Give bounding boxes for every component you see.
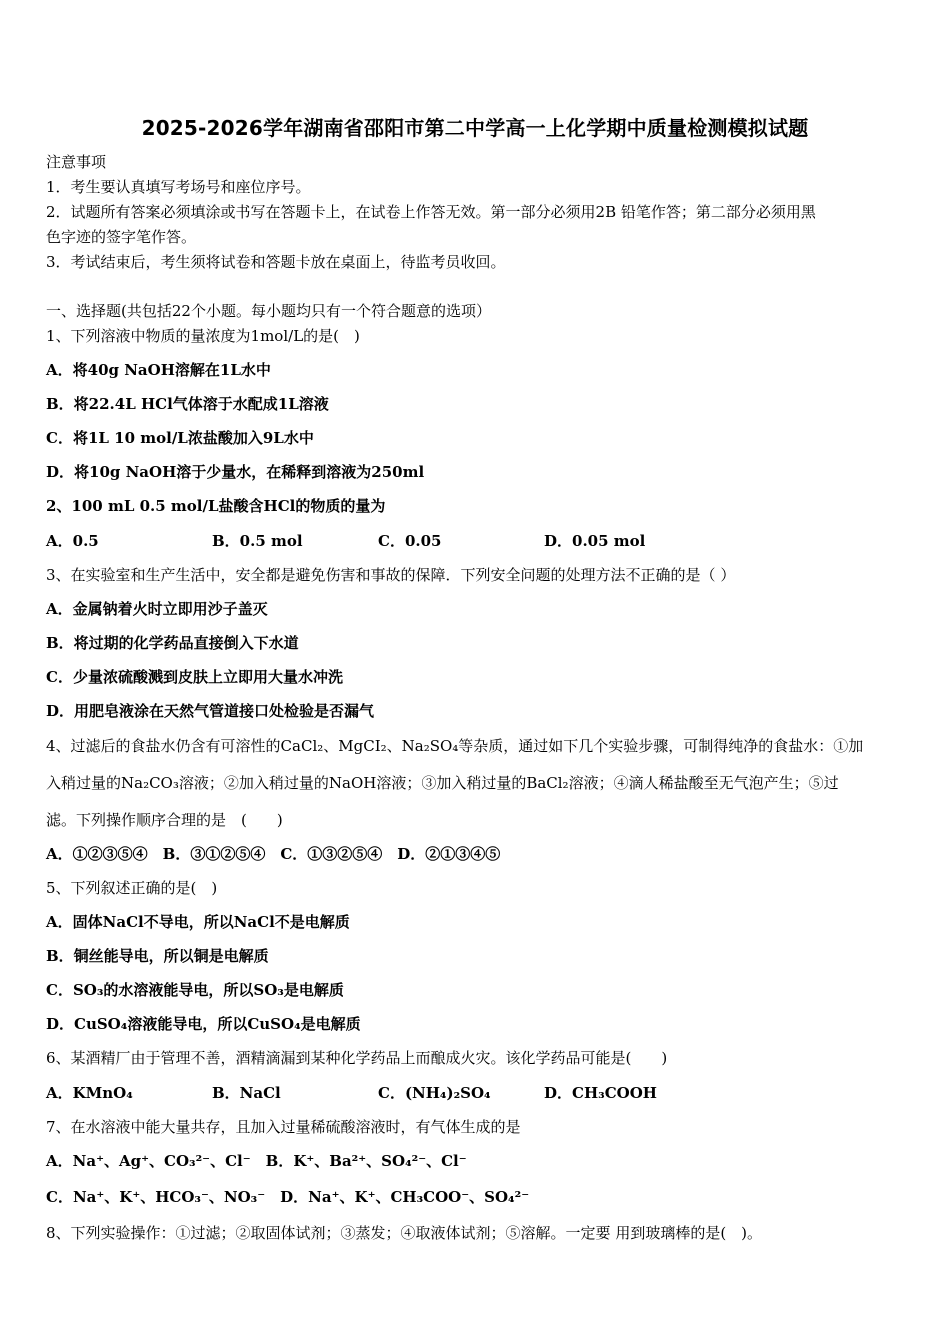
- q6-options: [46, 1083, 906, 1103]
- q2-option-b: B．0.5 mol: [212, 532, 303, 550]
- q6-stem: 6、某酒精厂由于管理不善，酒精滴漏到某种化学药品上而酿成火灾。该化学药品可能是( ): [46, 1049, 668, 1067]
- q3-option-a: A．金属钠着火时立即用沙子盖灭: [46, 600, 268, 618]
- q6-option-a: A．KMnO₄: [46, 1084, 133, 1102]
- q2-option-c: C．0.05: [378, 532, 442, 550]
- notice-item-1: 1．考生要认真填写考场号和座位序号。: [46, 178, 311, 196]
- q5-option-c: C．SO₃的水溶液能导电，所以SO₃是电解质: [46, 981, 344, 999]
- q5-option-a: A．固体NaCl不导电，所以NaCl不是电解质: [46, 913, 350, 931]
- notice-item-2-cont: 色字迹的签字笔作答。: [46, 228, 197, 246]
- notice-item-3: 3．考试结束后，考生须将试卷和答题卡放在桌面上，待监考员收回。: [46, 253, 506, 271]
- q2-stem: 2、100 mL 0.5 mol/L盐酸含HCl的物质的量为: [46, 497, 386, 515]
- q1-option-a: A．将40g NaOH溶解在1L水中: [46, 361, 271, 379]
- q7-options-ab: A．Na⁺、Ag⁺、CO₃²⁻、Cl⁻ B．K⁺、Ba²⁺、SO₄²⁻、Cl⁻: [46, 1152, 467, 1170]
- q2-option-a: A．0.5: [46, 532, 99, 550]
- q6-option-d: D．CH₃COOH: [544, 1084, 657, 1102]
- section-heading: 一、选择题(共包括22个小题。每小题均只有一个符合题意的选项）: [46, 302, 491, 320]
- q2-option-d: D．0.05 mol: [544, 532, 646, 550]
- q6-option-c: C．(NH₄)₂SO₄: [378, 1084, 491, 1102]
- q8-stem: 8、下列实验操作：①过滤；②取固体试剂；③蒸发；④取液体试剂；⑤溶解。一定要 用到玻璃棒的是( )。: [46, 1224, 763, 1242]
- q1-option-c: C．将1L 10 mol/L浓盐酸加入9L水中: [46, 429, 314, 447]
- q1-stem: 1、下列溶液中物质的量浓度为1mol/L的是( ): [46, 327, 360, 345]
- q4-stem-line-2: 入稍过量的Na₂CO₃溶液；②加入稍过量的NaOH溶液；③加入稍过量的BaCl₂溶液；④滴人稀盐酸至无气泡产生；⑤过: [46, 774, 839, 792]
- page-title: 2025-2026学年湖南省邵阳市第二中学高一上化学期中质量检测模拟试题: [141, 116, 809, 140]
- q3-stem: 3、在实验室和生产生活中，安全都是避免伤害和事故的保障．下列安全问题的处理方法不正确的是（ ）: [46, 566, 736, 584]
- q7-stem: 7、在水溶液中能大量共存，且加入过量稀硫酸溶液时，有气体生成的是: [46, 1118, 521, 1136]
- q4-options: A．①②③⑤④ B．③①②⑤④ C．①③②⑤④ D．②①③④⑤: [46, 845, 501, 863]
- q4-stem-line-3: 滤。下列操作顺序合理的是 ( ): [46, 811, 283, 829]
- q3-option-b: B．将过期的化学药品直接倒入下水道: [46, 634, 299, 652]
- notice-heading: 注意事项: [46, 153, 107, 171]
- q6-option-b: B．NaCl: [212, 1084, 281, 1102]
- notice-item-2: 2．试题所有答案必须填涂或书写在答题卡上，在试卷上作答无效。第一部分必须用2B 铅笔作答；第二部分必须用黑: [46, 203, 816, 221]
- q5-option-b: B．铜丝能导电，所以铜是电解质: [46, 947, 269, 965]
- q5-option-d: D．CuSO₄溶液能导电，所以CuSO₄是电解质: [46, 1015, 361, 1033]
- q4-stem-line-1: 4、过滤后的食盐水仍含有可溶性的CaCl₂、MgCI₂、Na₂SO₄等杂质，通过如下几个实验步骤，可制得纯净的食盐水：①加: [46, 737, 864, 755]
- q7-options-cd: C．Na⁺、K⁺、HCO₃⁻、NO₃⁻ D．Na⁺、K⁺、CH₃COO⁻、SO₄²⁻: [46, 1188, 530, 1206]
- q3-option-c: C．少量浓硫酸溅到皮肤上立即用大量水冲洗: [46, 668, 343, 686]
- q5-stem: 5、下列叙述正确的是( ): [46, 879, 218, 897]
- q2-options: [46, 531, 906, 551]
- q3-option-d: D．用肥皂液涂在天然气管道接口处检验是否漏气: [46, 702, 375, 720]
- q1-option-d: D．将10g NaOH溶于少量水，在稀释到溶液为250ml: [46, 463, 425, 481]
- q1-option-b: B．将22.4L HCl气体溶于水配成1L溶液: [46, 395, 329, 413]
